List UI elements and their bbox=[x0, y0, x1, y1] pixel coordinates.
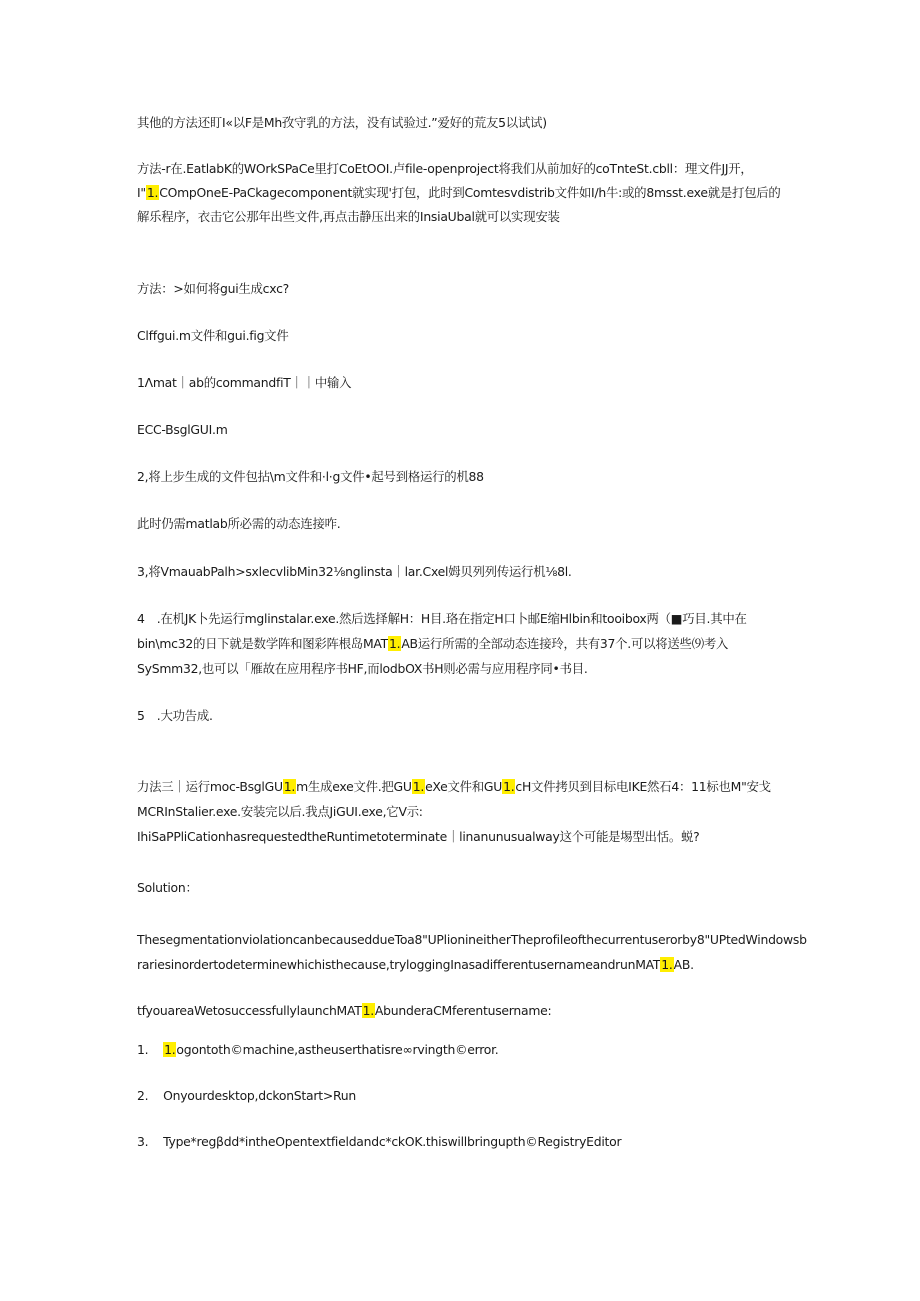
step-5: 5 .大功告成. bbox=[137, 708, 213, 723]
highlight-mark: 1. bbox=[146, 185, 159, 200]
step-4-line3: SySmm32,也可以「雁故在应用程序书HF,而lodbOX书H则必需与应用程序同•书目. bbox=[137, 661, 588, 676]
solution-step-3: 3. Type*regβdd*intheOpentextfieldandc*ckOK.thiswillbringupth©RegistryEditor bbox=[137, 1134, 622, 1149]
step-1: 1Λmat｜ab的commandfiT｜｜中输入 bbox=[137, 375, 352, 390]
highlight-mark: 1. bbox=[388, 636, 401, 651]
paragraph-files: Clffgui.m文件和gui.fig文件 bbox=[137, 328, 289, 343]
solution-line1: ThesegmentationviolationcanbecauseddueToa8"UPlionineitherTheprofileofthecurrentuserorby8"UPtedWindowsb bbox=[137, 932, 807, 947]
paragraph-method1-line2: I"1.COmpOneE-PaCkagecomponent就实现'打包，此时到Comtesvdistrib文件如I/h牛:或的8msst.exe就是打包后的 bbox=[137, 185, 781, 200]
paragraph-method1-line1: 方法-r在.EatlabK的WOrkSPaCe里打CoEtOOI.卢file-openproject将我们从前加好的coTnteSt.cbll：理文件JJ开， bbox=[137, 161, 753, 176]
step-3: 3,将VmauabPalh>sxlecvlibMin32⅛nglinsta｜lar.Cxel姆贝列列传运行机⅛8l. bbox=[137, 564, 572, 579]
highlight-mark: 1. bbox=[661, 957, 673, 972]
step-4-line1: 4 .在机JK卜先运行mglinstalar.exe.然后选择解H：H目.珞在指定H口卜邮E缩Hlbin和tooibox两（■巧目.其中在 bbox=[137, 611, 747, 626]
method3-line1: 力法三｜运行moc-BsglGU1.m生成exe文件.把GU1.eXe文件和GU1.cH文件拷贝到目标电IKE然石4：11标也M"安戈 bbox=[137, 779, 771, 794]
highlight-mark: 1. bbox=[362, 1003, 374, 1018]
paragraph-method1-line3: 解乐程序，衣击它公那年出些文件,再点击静压出来的InsiaUbal就可以实现安装 bbox=[137, 209, 560, 224]
solution-heading: Solution： bbox=[137, 880, 198, 895]
solution-line2: rariesinordertodeterminewhichisthecause,tryloggingInasadifferentusernameandrunMAT1.AB. bbox=[137, 957, 694, 972]
heading-method2: 方法：>如何将gui生成cxc? bbox=[137, 281, 289, 296]
solution-step-1: 1. 1.ogontoth©machine,astheuserthatisre∞rvingth©error. bbox=[137, 1042, 499, 1057]
highlight-mark: 1. bbox=[503, 779, 515, 794]
solution-step-2: 2. Onyourdesktop,dckonStart>Run bbox=[137, 1088, 356, 1103]
code-command: ECC-BsglGUI.m bbox=[137, 422, 228, 437]
step-4-line2: bin\mc32的日下就是数学阵和图彩阵根岛MAT1.AB运行所需的全部动态连接玲，共有37个.可以将送些⑼考入 bbox=[137, 636, 729, 651]
solution-intro: tfyouareaWetosuccessfullylaunchMAT1.AbunderaCMferentusername: bbox=[137, 1003, 552, 1018]
method3-line3: IhiSaPPliCationhasrequestedtheRuntimetoterminate｜linanunusualway这个可能是埸型出恬。蜕? bbox=[137, 829, 700, 844]
highlight-mark: 1. bbox=[164, 1042, 176, 1057]
method3-line2: MCRInStalier.exe.安装完以后.我点JiGUI.exe,它V示: bbox=[137, 804, 423, 819]
step-2: 2,将上步生成的文件包拈\m文件和·l·g文件•起号到格运行的机88 bbox=[137, 469, 484, 484]
paragraph-dll-needed: 此时仍需matlab所必需的动态连接咋. bbox=[137, 516, 341, 531]
highlight-mark: 1. bbox=[283, 779, 296, 794]
highlight-mark: 1. bbox=[412, 779, 425, 794]
paragraph-other-methods: 其他的方法还盯I«以F是Mh孜守乳的方法，没有试验过.”爱好的荒友5以试试) bbox=[137, 115, 547, 130]
